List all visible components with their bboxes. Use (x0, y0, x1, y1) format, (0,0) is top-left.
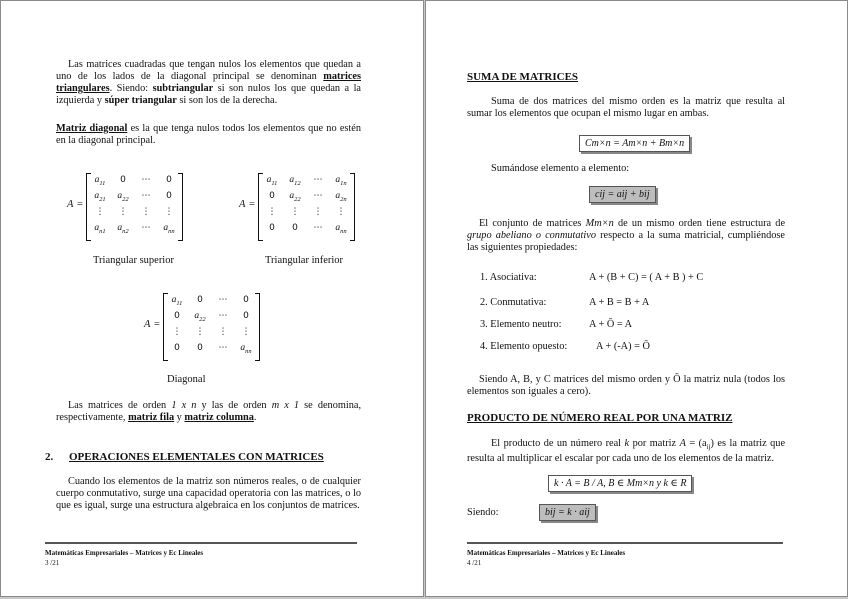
footer-page-number: 4 /21 (467, 559, 482, 567)
matrix-cell: ⋯ (218, 311, 228, 321)
matrix-cell: ⋮ (118, 207, 128, 217)
matrix-cell: 0 (243, 295, 249, 305)
heading-producto: PRODUCTO DE NÚMERO REAL POR UNA MATRIZ (467, 412, 733, 424)
paragraph-fila-columna (56, 400, 361, 424)
matrix-cell: 0 (174, 311, 180, 321)
matrix-cell: ⋮ (172, 327, 182, 337)
matrix-cell: ⋮ (313, 207, 323, 217)
paragraph-suma: Suma de dos matrices del mismo orden es la matriz que resulta al sumar los elementos que ocupan el mismo lugar en ambas. (467, 96, 785, 119)
term-triangular: matrices triangulares (56, 71, 361, 94)
paragraph-diagonal (56, 123, 361, 147)
text-span: Mm×n (585, 218, 614, 229)
matrix-cell: ⋯ (141, 191, 151, 201)
footer-title: Matemáticas Empresariales – Matrices y Ec Lineales (467, 549, 626, 557)
text-span: ij (706, 443, 711, 452)
matrix-diagonal (144, 291, 264, 363)
matrix-cell: 0 (197, 343, 203, 353)
property-label: 4. Elemento opuesto: (480, 341, 568, 352)
section-number: 2. (45, 451, 54, 463)
matrix-cell: ⋮ (336, 207, 346, 217)
footer-title: Matemáticas Empresariales – Matrices y Ec Lineales (45, 549, 204, 557)
text-span: m x 1 (271, 400, 300, 411)
caption-triangular-inferior: Triangular inferior (265, 255, 344, 266)
matrix-triangular-inferior (239, 171, 359, 243)
matrix-cell: ⋮ (141, 207, 151, 217)
formula-suma: Cm×n = Am×n + Bm×n (579, 135, 690, 152)
property-formula: A + (-A) = Ō (596, 341, 650, 352)
matrix-cell: $a_{nn}$ (240, 343, 252, 355)
text-span: y (176, 412, 182, 423)
matrix-cell: 0 (292, 223, 298, 233)
matrix-cell: $a_{nn}$ (163, 223, 175, 235)
matrix-triangular-superior (67, 171, 187, 243)
matrix-cell: $a_{2n}$ (335, 191, 347, 203)
paragraph-elemento: Sumándose elemento a elemento: (491, 163, 630, 174)
text-span: se denomina, respectivamente, (56, 400, 362, 423)
matrix-cell: $a_{n2}$ (117, 223, 129, 235)
heading-suma: SUMA DE MATRICES (467, 71, 579, 83)
text-span: El conjunto de matrices (479, 218, 582, 229)
matrix-cell: $a_{nn}$ (335, 223, 347, 235)
matrix-equals: = (154, 319, 160, 330)
text-span: k (624, 438, 630, 449)
matrix-cell: ⋯ (313, 175, 323, 185)
matrix-cell: 0 (269, 223, 275, 233)
formula-siendo: bij = k · aij (539, 504, 596, 521)
text-span: de un mismo orden tiene estructura de (617, 218, 786, 229)
paragraph-producto (467, 438, 785, 465)
term-matriz-columna: matriz columna (184, 412, 254, 423)
matrix-lhs: A (239, 199, 246, 210)
matrix-cell: ⋮ (267, 207, 277, 217)
term-matriz-fila: matriz fila (128, 412, 175, 423)
matrix-cell: ⋮ (241, 327, 251, 337)
text-span: Las matrices cuadradas que tengan nulos los elementos que quedan a uno de los lados de la diagonal principal se denominan (56, 59, 361, 82)
property-formula: A + Ō = A (589, 319, 633, 330)
text-span: A (679, 438, 686, 449)
matrix-cell: $a_{21}$ (94, 191, 106, 203)
matrix-cell: ⋮ (195, 327, 205, 337)
matrix-cell: $a_{n1}$ (94, 223, 106, 235)
term-diagonal: Matriz diagonal (56, 123, 128, 134)
paragraph-conjunto (467, 218, 785, 254)
matrix-cell: 0 (197, 295, 203, 305)
matrix-cell: $a_{22}$ (194, 311, 206, 323)
text-span: es la que tenga nulos todos los elementos que no estén en la diagonal principal. (56, 123, 362, 146)
matrix-cell: 0 (174, 343, 180, 353)
matrix-cell: 0 (243, 311, 249, 321)
text-span: . (253, 412, 257, 423)
matrix-cell: ⋮ (290, 207, 300, 217)
text-span: respecto a la suma matricial, cumpliéndose las siguientes propiedades: (467, 230, 785, 253)
matrix-cell: ⋯ (218, 343, 228, 353)
formula-elemento: cij = aij + bij (589, 186, 656, 203)
page-left (0, 0, 424, 597)
matrix-cell: ⋯ (313, 191, 323, 201)
matrix-lhs: A (67, 199, 74, 210)
matrix-equals: = (249, 199, 255, 210)
formula-producto: k · A = B / A, B ∈ Mm×n y k ∈ R (548, 475, 692, 492)
footer-page-number: 3 /21 (45, 559, 60, 567)
text-span: si son nulos los que quedan a la izquierda y (56, 83, 362, 106)
paragraph-siendo-abc: Siendo A, B, y C matrices del mismo orden y Ō la matriz nula (todos los elementos son iguales a cero). (467, 374, 785, 397)
page-right (425, 0, 848, 597)
matrix-cell: ⋯ (218, 295, 228, 305)
matrix-cell: $a_{11}$ (171, 295, 183, 307)
matrix-cell: ⋮ (218, 327, 228, 337)
matrix-cell: ⋮ (95, 207, 105, 217)
property-label: 1. Asociativa: (480, 272, 537, 283)
text-span: grupo abeliano o conmutativo (467, 230, 596, 241)
text-span: El producto de un número real (491, 438, 622, 449)
term-subtriangular: subtriangular (152, 83, 214, 94)
paragraph-operaciones: Cuando los elementos de la matriz son números reales, o de cualquier cuerpo conmutativo, surge una capacidad operatoria con las matrices, o lo que es igual, surge una estructura algebraica en los conjuntos de matrices. (56, 476, 361, 511)
text-span: por matriz (632, 438, 677, 449)
text-span: ) es la matriz que resulta al multiplicar el escalar por cada uno de los elementos de la matriz. (467, 438, 786, 465)
matrix-equals: = (77, 199, 83, 210)
footer-rule (45, 542, 357, 544)
footer-rule (467, 542, 783, 544)
text-span: . Siendo: (109, 83, 149, 94)
matrix-cell: 0 (269, 191, 275, 201)
matrix-cell: $a_{22}$ (289, 191, 301, 203)
paragraph-triangular (56, 59, 361, 107)
matrix-cell: 0 (166, 191, 172, 201)
property-label: 2. Conmutativa: (480, 297, 547, 308)
matrix-lhs: A (144, 319, 151, 330)
text-span: 1 x n (171, 400, 197, 411)
matrix-cell: $a_{11}$ (94, 175, 106, 187)
matrix-cell: ⋯ (313, 223, 323, 233)
caption-triangular-superior: Triangular superior (93, 255, 174, 266)
section-title: OPERACIONES ELEMENTALES CON MATRICES (69, 451, 324, 463)
text-span: si son los de la derecha. (179, 95, 278, 106)
property-label: 3. Elemento neutro: (480, 319, 562, 330)
text-span: Las matrices de orden (68, 400, 167, 411)
matrix-cell: ⋯ (141, 175, 151, 185)
matrix-cell: 0 (166, 175, 172, 185)
term-supertriangular: súper triangular (104, 95, 177, 106)
text-span: = (a (689, 438, 707, 449)
matrix-cell: $a_{1n}$ (335, 175, 347, 187)
matrix-cell: 0 (120, 175, 126, 185)
property-formula: A + (B + C) = ( A + B ) + C (589, 272, 704, 283)
matrix-cell: $a_{22}$ (117, 191, 129, 203)
text-span: y las de orden (201, 400, 267, 411)
matrix-cell: ⋯ (141, 223, 151, 233)
matrix-cell: $a_{11}$ (266, 175, 278, 187)
siendo-label: Siendo: (467, 507, 499, 518)
matrix-cell: ⋮ (164, 207, 174, 217)
caption-diagonal: Diagonal (167, 374, 206, 385)
property-formula: A + B = B + A (589, 297, 650, 308)
matrix-cell: $a_{12}$ (289, 175, 301, 187)
